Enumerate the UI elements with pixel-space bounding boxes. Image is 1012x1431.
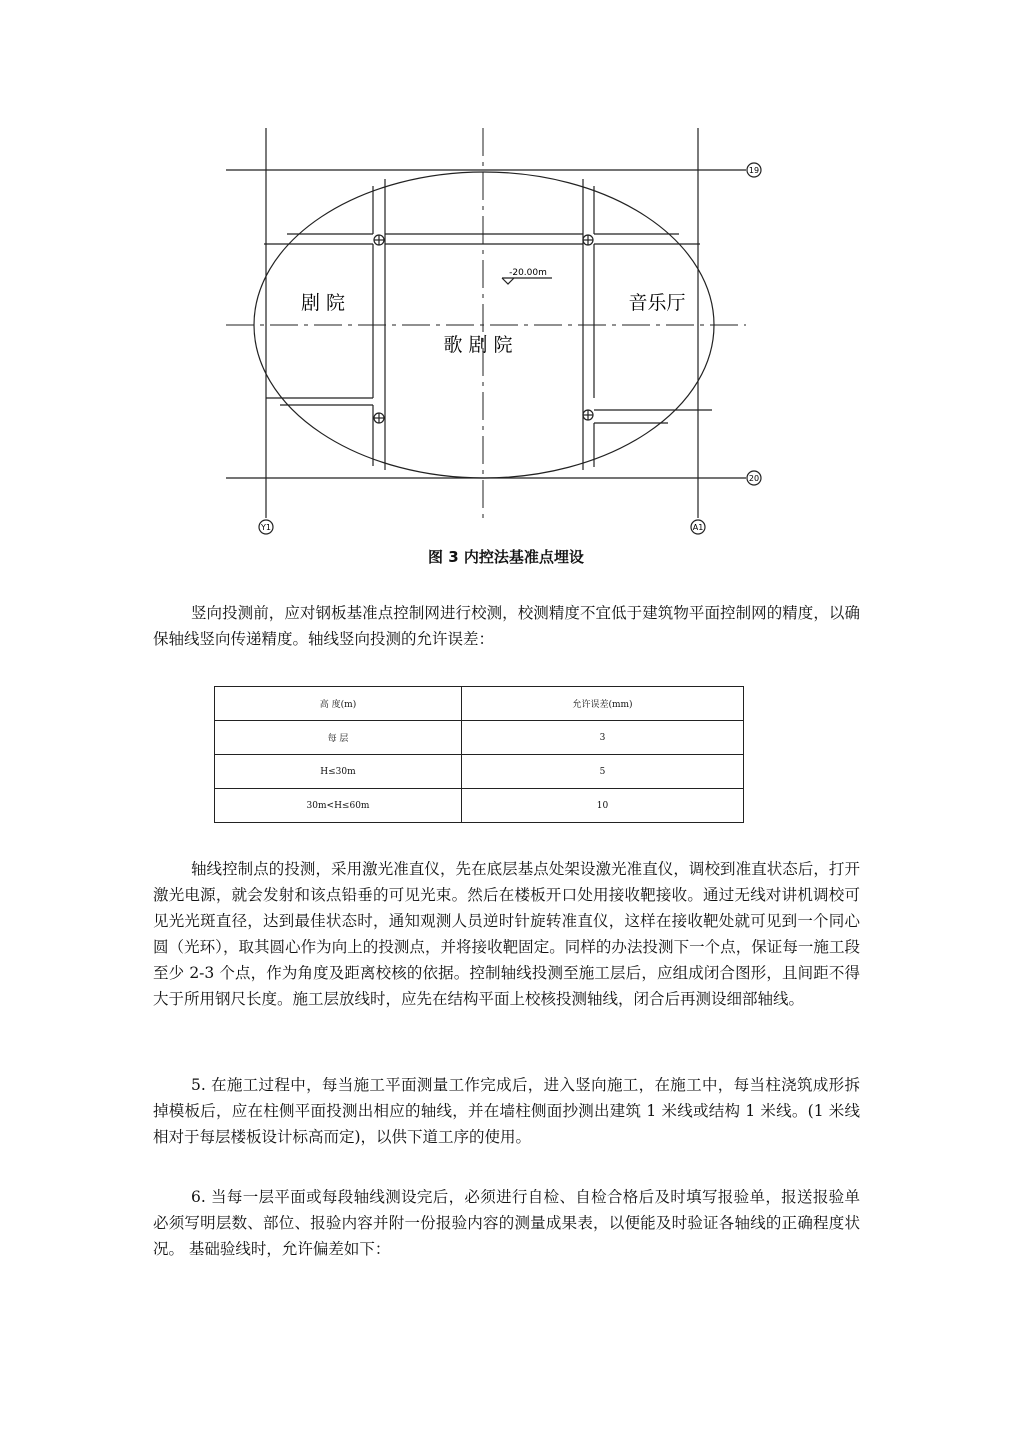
table-cell: 每 层 (215, 721, 462, 755)
table-header-tolerance: 允许误差(mm) (462, 687, 744, 721)
plan-figure (0, 0, 1012, 560)
paragraph-item-5: 5. 在施工过程中，每当施工平面测量工作完成后，进入竖向施工，在施工中，每当柱浇筑成形拆掉模板后，应在柱侧平面投测出相应的轴线，并在墙柱侧面抄测出建筑 1 米线或结构 1 米线。(1 米线相对于每层楼板设计标高而定)，以供下道工序的使用。 (153, 1076, 860, 1146)
table-cell: 10 (462, 789, 744, 823)
control-point-marker (583, 410, 593, 420)
table-header-height: 高 度(m) (215, 687, 462, 721)
control-point-marker (374, 413, 384, 423)
room-label-concert-hall: 音乐厅 (628, 292, 686, 314)
figure-caption: 图 3 内控法基准点埋设 (428, 548, 584, 566)
axis-label-20: 20 (748, 474, 760, 483)
table-row (215, 721, 744, 755)
elevation-symbol (502, 278, 552, 284)
elevation-label: -20.00m (509, 268, 547, 278)
table-cell: 3 (462, 721, 744, 755)
room-label-opera-house: 歌 剧 院 (443, 334, 513, 356)
table-row (215, 755, 744, 789)
axis-label-Y1: Y1 (261, 523, 271, 532)
room-label-theatre: 剧 院 (300, 292, 346, 314)
table-cell: 5 (462, 755, 744, 789)
axis-label-19: 19 (748, 166, 760, 175)
axis-label-A1: A1 (692, 523, 704, 532)
table-header-row (215, 687, 744, 721)
paragraph-vertical-survey: 竖向投测前，应对钢板基准点控制网进行校测，校测精度不宜低于建筑物平面控制网的精度，以确保轴线竖向传递精度。轴线竖向投测的允许误差： (153, 604, 860, 648)
tolerance-table (214, 686, 744, 823)
control-point-marker (583, 235, 593, 245)
paragraph-laser-projection: 轴线控制点的投测，采用激光准直仪，先在底层基点处架设激光准直仪，调校到准直状态后，打开激光电源，就会发射和该点铅垂的可见光束。然后在楼板开口处用接收靶接收。通过无线对讲机调校可见光光斑直径，达到最佳状态时，通知观测人员逆时针旋转准直仪，这样在接收靶处就可见到一个同心圆（光环），取其圆心作为向上的投测点，并将接收靶固定。同样的办法投测下一个点，保证每一施工段至少 2-3 个点，作为角度及距离校核的依据。控制轴线投测至施工层后，应组成闭合图形，且间距不得大于所用钢尺长度。施工层放线时，应先在结构平面上校核投测轴线，闭合后再测设细部轴线。 (153, 860, 860, 1008)
table-cell: H≤30m (215, 755, 462, 789)
table-row (215, 789, 744, 823)
control-point-marker (374, 235, 384, 245)
paragraph-item-6: 6. 当每一层平面或每段轴线测设完后，必须进行自检、自检合格后及时填写报验单，报送报验单必须写明层数、部位、报验内容并附一份报验内容的测量成果表，以便能及时验证各轴线的正确程度状况。 基础验线时，允许偏差如下： (153, 1188, 860, 1258)
table-cell: 30m<H≤60m (215, 789, 462, 823)
